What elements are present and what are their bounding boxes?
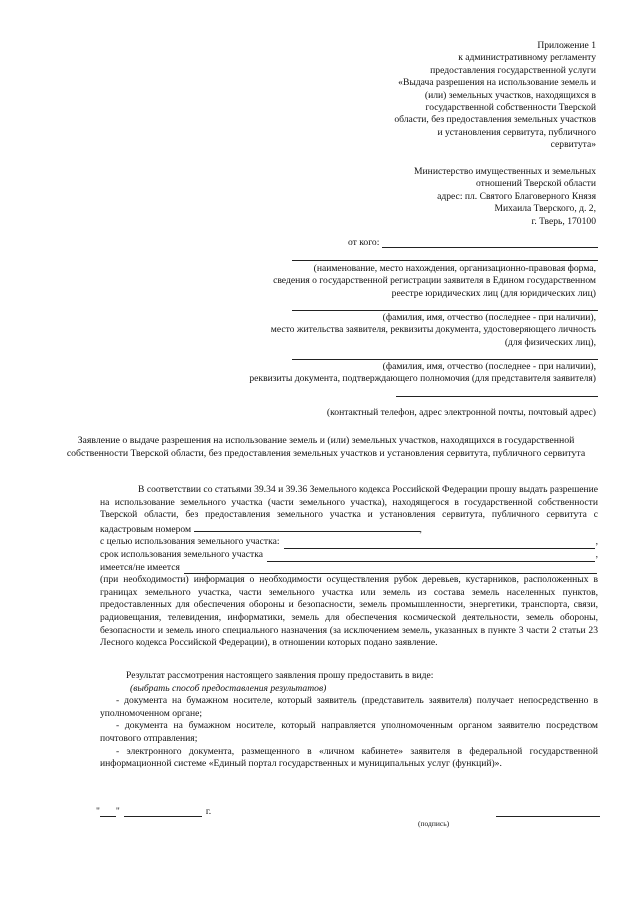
caption-line: сведения о государственной регистрации заявителя в Едином государственном (273, 275, 596, 287)
signature-date (96, 806, 211, 817)
result-section (100, 670, 598, 771)
legal-entity-caption (216, 263, 596, 300)
signature-caption: (подпись) (418, 819, 450, 828)
year-suffix: г. (205, 806, 212, 817)
result-option-post[interactable]: - документа на бумажном носителе, который направляется уполномоченным органом заявителю посредством почтового отправления; (100, 720, 598, 744)
from-input-line[interactable] (382, 237, 598, 248)
from-label: от кого: (348, 237, 380, 248)
applicant-input-line[interactable] (292, 260, 598, 261)
date-quote: " (115, 806, 120, 817)
annex-line: государственной собственности Тверской (425, 102, 596, 114)
addressee-line: Министерство имущественных и земельных (414, 166, 596, 177)
purpose-row (100, 536, 598, 549)
annex-line: «Выдача разрешения на использование земель и (398, 77, 596, 89)
annex-line: сервитута» (550, 139, 596, 151)
result-option-in-person[interactable]: - документа на бумажном носителе, который заявитель (представитель заявителя) получает непосредственно в уполномоченном органе; (100, 695, 598, 719)
request-section (100, 484, 598, 650)
contacts-caption (216, 407, 596, 419)
caption-line: реестре юридических лиц (для юридических лиц) (391, 287, 596, 299)
addressee-line: Михаила Тверского, д. 2, (494, 203, 596, 215)
exists-row (100, 562, 598, 575)
caption-line: (фамилия, имя, отчество (последнее - при наличии), (382, 361, 596, 372)
month-field[interactable] (124, 807, 184, 817)
individual-caption (196, 312, 596, 349)
caption-line: (фамилия, имя, отчество (последнее - при наличии), (382, 312, 596, 323)
addressee-block (336, 166, 596, 228)
result-intro: Результат рассмотрения настоящего заявления прошу предоставить в виде: (126, 670, 434, 681)
addressee-line: отношений Тверской области (476, 178, 596, 190)
year-field[interactable] (184, 807, 202, 817)
exists-label: имеется/не имеется (100, 561, 180, 573)
comma: , (595, 548, 598, 560)
annex-line: Приложение 1 (537, 40, 596, 51)
contacts-input-line[interactable] (396, 396, 598, 397)
caption-line: (наименование, место нахождения, организационно-правовая форма, (313, 263, 596, 274)
annex-line: предоставления государственной услуги (430, 64, 596, 76)
annex-line: области, без предоставления земельных участков (394, 114, 596, 126)
purpose-field[interactable] (284, 539, 595, 549)
comma: , (595, 536, 598, 548)
tree-felling-info: (при необходимости) информация о необходимости осуществления рубок деревьев, кустарников, расположенных в границах земельного участка, части земельного участка или земель из состава земель населенных пунктов, предоставленных для обеспечения обороны и безопасности, земель промышленности, энергетики, транспорта, связи, радиовещания, телевидения, информатики, земель для обеспечения космической деятельности, земель обороны, безопасности и земель иного специального назначения (за исключением земель, указанных в пункте 3 части 2 статьи 23 Лесного кодекса Российской Федерации), в отношении которых подано заявление. (100, 574, 598, 649)
caption-line: (контактный телефон, адрес электронной почты, почтовый адрес) (326, 407, 596, 418)
caption-line: место жительства заявителя, реквизиты документа, удостоверяющего личность (270, 324, 596, 336)
result-hint: (выбрать способ предоставления результатов) (130, 682, 327, 694)
result-option-electronic[interactable]: - электронного документа, размещенного в «личном кабинете» заявителя в федеральной государственной информационной системе «Единый портал государственных и муниципальных услуг (функций)». (100, 745, 598, 770)
caption-line: реквизиты документа, подтверждающего полномочия (для представителя заявителя) (249, 373, 596, 385)
signature-field[interactable] (496, 816, 600, 817)
from-field-row (348, 237, 598, 248)
request-text: В соответствии со статьями 39.34 и 39.36 Земельного кодекса Российской Федерации прошу выдать разрешение на использование земельного участка (части земельного участка), находящегося в государственной собственности Тверской области, без предоставления земельного участка и установления сервитута, публичного сервитута с кадастровым номером (100, 484, 598, 535)
application-title: Заявление о выдаче разрешения на использование земель и (или) земельных участков, находящихся в государственной собственности Тверской области, без предоставления земельных участков и установления сервитута, публичного сервитута (66, 435, 586, 460)
comma: , (419, 523, 422, 535)
purpose-label: с целью использования земельного участка: (100, 536, 280, 548)
annex-line: (или) земельных участков, находящихся в (424, 89, 596, 101)
day-field[interactable] (100, 807, 116, 817)
term-row (100, 549, 598, 562)
cadastral-number-field[interactable] (194, 522, 420, 532)
annex-line: к административному регламенту (458, 52, 596, 64)
addressee-line: адрес: пл. Святого Благоверного Князя (437, 190, 596, 202)
caption-line: (для физических лиц), (504, 336, 596, 348)
applicant-input-line[interactable] (292, 359, 598, 360)
date-quote: " (96, 806, 100, 817)
representative-caption (176, 361, 596, 386)
addressee-line: г. Тверь, 170100 (531, 215, 596, 227)
term-label: срок использования земельного участка (100, 548, 264, 560)
applicant-input-line[interactable] (292, 310, 598, 311)
term-field[interactable] (267, 552, 595, 562)
annex-header (276, 40, 596, 152)
exists-field[interactable] (184, 564, 597, 574)
annex-line: и установления сервитута, публичного (437, 126, 596, 138)
request-paragraph (100, 484, 598, 536)
